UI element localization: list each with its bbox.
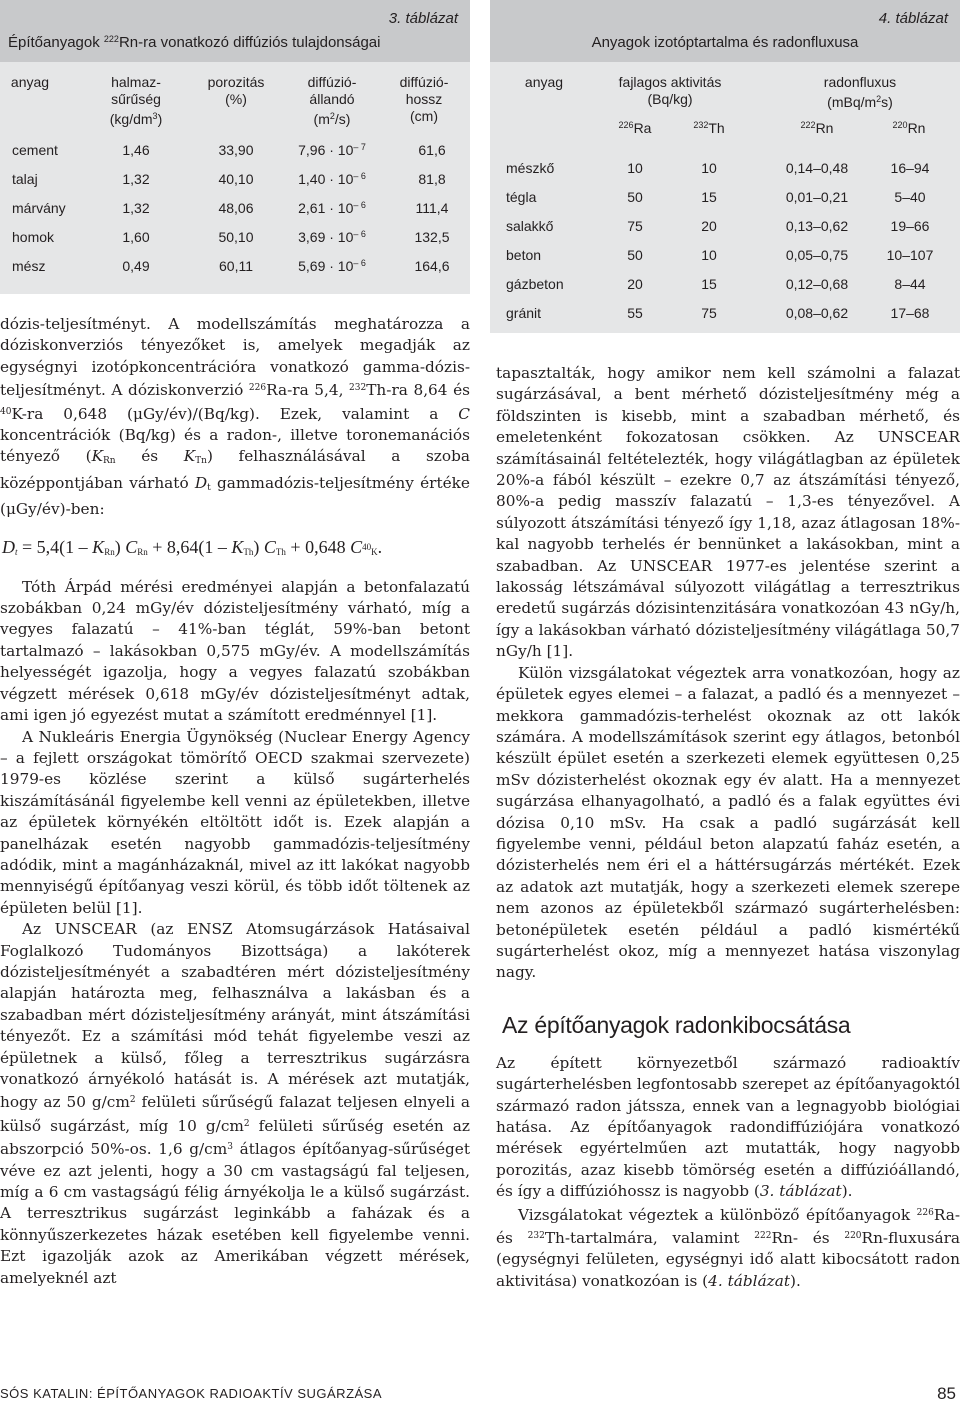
section-heading: Az építőanyagok radonkibocsátása [502,1011,851,1038]
table3-col-diffconst: diffúzió- állandó $(m^2/s)$ [307,74,357,127]
table3-cell-name: homok [12,229,55,245]
paragraph: A Nukleáris Energia Ügynökség (Nuclear Energy Agency – a fejlett országokat tömörítő OECD szakmai szervezete) 1979-es közlése szerint a külső sugárterhelés kiszámításánál figyelembe kell venni az épületekben, illetve az épületek környékén eltöltött időt is. Ezek alapján a panelházak esetén nagyobb gammadózis-teljesítmény adódik, mint a magánházaknál, mivel az itt lakókat nagyobb mennyiségű építőanyag veszi körül, és több időt töltenek az épületen belül [1]. [0,727,470,917]
equation: $D_t = 5,4(1 - K_{Rn}) C_{Rn} + 8,64(1 - K_{Th}) C_{Th} + 0,648$ $C_{^{40}K}$. [2,536,383,557]
left-text [0,294,470,1289]
paragraph: Tóth Árpád mérési eredményei alapján a betonfalazatú szobákban 0,24 mGy/év dózisteljesítmény várható, míg a vegyes falazatú – 41%-ban téglát, 59%-ban betont tartalmazó – lakásokban 0,575 mGy/év. A modellszámítás helyességét igazolja, hogy a vegyes falazatú szobákban végzett mérések 0,618 mGy/év dózisteljesítményt adtak, ami igen jó egyezést mutat a számított eredménnyel [1]. [0,577,470,725]
table4-cell-th: 10 [701,160,717,176]
table4-cell-name: tégla [506,189,537,205]
table3-cell-porosity: 40,10 [218,171,254,187]
table4-cell-ra: 50 [627,247,643,263]
table4-cell-rn222: 0,01–0,21 [785,189,849,205]
table4-col-anyag: anyag [524,74,564,90]
table4-cell-name: gránit [506,305,542,321]
table4-cell-rn222: 0,08–0,62 [785,305,849,321]
table3-cell-name: mész [12,258,46,274]
table4-cell-ra: 75 [627,218,643,234]
table3-cell-porosity: 48,06 [218,200,254,216]
table4-cell-rn222: 0,05–0,75 [785,247,849,263]
table3-cell-porosity: 50,10 [218,229,254,245]
table4-cell-name: beton [506,247,542,263]
table3-col-porosity: porozitás (%) [207,74,265,107]
table3-title: Építőanyagok $^{222}$Rn-ra vonatkozó diffúziós tulajdonságai [8,34,381,51]
table3-label: 3. táblázat [388,10,458,27]
table3-cell-porosity: 33,90 [218,142,254,158]
table4-col-radonflux: radonfluxus $(mBq/m^2s)$ [823,74,897,110]
table3-header-band [0,0,470,62]
table4-cell-rn220: 17–68 [890,305,930,321]
table3-cell-diffconst: $2,61 \cdot 10^{- 6}$ [298,200,366,216]
table4-cell-name: gázbeton [506,276,564,292]
running-footer: SÓS KATALIN: ÉPÍTŐANYAGOK RADIOAKTÍV SUGÁRZÁSA [0,1386,383,1401]
table4-cell-rn222: 0,12–0,68 [785,276,849,292]
table4-cell-th: 15 [701,276,717,292]
paragraph: tapasztalták, hogy amikor nem kell számolni a falazat sugárzásával, a bent mérhető dózisteljesítmény még a földszinten is kisebb, mint a szabadban mérhető, és emeletenként fokozatosan csökken. Az UNSCEAR számításainál feltételezték, hogy világátlagban az épületek 20%-a fából készült – ezekre 0,7 az átszámítási tényező, 80%-a pedig masszív falazatú – 1,3-es tényezővel. A súlyozott átszámítási tényező így 1,18, azaz átlagosan 18%-kal nagyobb terhelés ér bennünket a lakásokban, mint a szabadban. Az UNSCEAR 1977-es jelentése szerint a lakosság létszámával súlyozott világátlag a terresztrikus eredetű sugárzás dózisintenzitására vonatkozóan 43 nGy/h, így a lakásokban várható dózisteljesítmény világátlaga 50,7 nGy/h [1]. [496,364,960,661]
table3-cell-diffconst: $3,69 \cdot 10^{- 6}$ [298,229,366,245]
paragraph: Külön vizsgálatokat végeztek arra vonatkozóan, hogy az épületek egyes elemei – a falazat, a padló és a mennyezet – mekkora gammadózis-terhelést okoznak az ott lakók számára. A modellszámítások szerint egy átlagos, betonból készült épület esetén a szerkezeti elemek együttesen 0,25 mSv dózisterhelést okoznak egy év alatt. Ha a mennyezet sugárzása elhanyagolható, a padló és a falak együttes évi dózisa 0,10 mSv. Ha csak a padló sugárzását kell figyelembe venni, például beton alapzatú faház esetén, a dózisterhelés nem éri el a háttérsugárzás mértékét. Ezek az adatok azt mutatják, hogy a szerkezeti elemek szerepe nem azonos az épületekből származó sugárterhelésben: betonépületek esetén például a padló kismértékű sugárterhelést okoz, míg a mennyezet hatása viszonylag nagy. [496,663,960,982]
table4-cell-ra: 10 [627,160,643,176]
table4-cell-name: mészkő [506,160,555,176]
table4-subhdr-ra: $^{226}$Ra [618,120,652,136]
left-column [0,0,470,1289]
table4-cell-ra: 50 [627,189,643,205]
table4-cell-ra: 20 [627,276,643,292]
right-text [490,333,960,1292]
table4-cell-name: salakkő [506,218,554,234]
table4-cell-rn220: 10–107 [886,247,934,263]
table3-cell-diffconst: $5,69 \cdot 10^{- 6}$ [298,258,366,274]
table4-col-activity: fajlagos aktivitás (Bq/kg) [618,74,722,107]
paragraph: Az UNSCEAR (az ENSZ Atomsugárzások Hatásaival Foglalkozó Tudományos Bizottsága) a lakóterek dózisteljesítményét a szabadtéren mért dózisteljesítmény alapján határozta meg, felhasználva a lakásban és a szabadban mért dózisteljesítmény arányát, mint átszámítási tényezőt. Ez a számítási mód tehát figyelembe veszi az épületnek a külső, főleg a terresztrikus sugárzásra vonatkozó árnyékoló hatását is. A mérések azt mutatják, hogy az 50 $g/cm^2$ felületi sűrűségű falazat teljesen elnyeli a külső sugárzást, míg 10 $g/cm^2$ felületi sűrűség esetén az abszorpció 50%-os. 1,6 $g/cm^3$ átlagos építőanyag-sűrűséget véve ez azt jelenti, hogy a 30 cm vastagságú fal teljesen, míg a 6 cm vastagságú félig árnyékolja le a külső sugárzást. A terresztrikus sugárzást leginkább a faházak és a könnyűszerkezetes házak esetében kell figyelembe venni. Ezt igazolják azok az Amerikában végzett mérések, amelyeknél azt [0,920,471,1287]
table4-subhdr-rn220: $^{220}$Rn [892,120,926,136]
table4-cell-rn220: 5–40 [894,189,926,205]
table4-cell-th: 10 [701,247,717,263]
table3-cell-length: 61,6 [418,142,446,158]
table3-cell-diffconst: $1,40 \cdot 10^{- 6}$ [298,171,366,187]
table3-cell-length: 111,4 [415,200,449,216]
table4-cell-rn220: 19–66 [890,218,930,234]
table3-cell-diffconst: $7,96 \cdot 10^{- 7}$ [298,142,366,158]
table4-cell-rn222: 0,14–0,48 [785,160,849,176]
table3-col-difflength: diffúzió- hossz (cm) [399,74,449,124]
right-column [490,0,960,1292]
table4-cell-th: 15 [701,189,717,205]
table3-cell-length: 164,6 [414,258,450,274]
table3-body [0,62,470,294]
page-number: 85 [937,1384,956,1403]
table3-cell-density: 1,32 [122,171,150,187]
table4-cell-ra: 55 [627,305,643,321]
table4-subhdr-rn222: $^{222}$Rn [800,120,834,136]
table4-header-band [490,0,960,62]
table3-cell-name: talaj [12,171,38,187]
table4-cell-th: 20 [701,218,717,234]
table3-cell-name: cement [12,142,58,158]
table4-cell-rn220: 16–94 [890,160,930,176]
paragraph: Vizsgálatokat végeztek a különböző építőanyagok $^{226}$Ra- és $^{232}$Th-tartalmára, valamint $^{222}$Rn- és $^{220}$Rn-fluxusára (egységnyi felületen, egységnyi idő alatt kibocsátott radon aktivitása) vonatkozóan is (4. táblázat). [496,1205,960,1290]
table3-cell-name: márvány [12,200,66,216]
table3-col-density: halmaz- sűrűség $(kg/dm^3)$ [109,74,163,127]
paragraph: Az épített környezetből származó radioaktív sugárterhelésben legfontosabb szerepet az építőanyagoktól származó radon játssza, ennek van a legnagyobb biológiai hatása. Az építőanyagok radondiffúziójára vonatkozó mérések egyértelműen azt mutatták, hogy nagyobb porozitás, azaz kisebb tömörség esetén a diffúzióállandó, és így a diffúzióhossz is nagyobb (3. táblázat). [496,1053,960,1201]
table4-cell-rn222: 0,13–0,62 [785,218,849,234]
table4-cell-rn220: 8–44 [894,276,926,292]
table3-cell-length: 132,5 [414,229,450,245]
table3-cell-density: 1,46 [122,142,150,158]
table4-label: 4. táblázat [878,10,948,27]
table3-cell-density: 1,32 [122,200,150,216]
table4-body [490,62,960,333]
table3-cell-density: 0,49 [122,258,150,274]
table4-subhdr-th: $^{232}$Th [693,120,725,136]
table3-col-anyag: anyag [10,74,50,90]
table4-cell-th: 75 [701,305,717,321]
table3-cell-density: 1,60 [122,229,150,245]
paragraph: dózis-teljesítményt. A modellszámítás meghatározza a dóziskonverziós tényezőket is, amelyek megadják az egységnyi izotópkoncentrációra vonatkozó gamma-dózis-teljesítményt. A dóziskonverzió $^{226}$Ra-ra 5,4, $^{232}$Th-ra 8,64 és $^{40}$K-ra 0,648 (μGy/év)/(Bq/kg). Ezek, valamint a C koncentrációk (Bq/kg) és a radon-, illetve toronemanációs tényező ($K_{Rn}$ és $K_{Tn}$) felhasználásával a szoba középpontjában várható $D_t$ gammadózis-teljesítmény értéke (μGy/év)-ben: [0,315,471,519]
table4-title: Anyagok izotóptartalma és radonfluxusa [591,34,859,51]
table3-cell-length: 81,8 [418,171,446,187]
table3-cell-porosity: 60,11 [219,258,253,274]
